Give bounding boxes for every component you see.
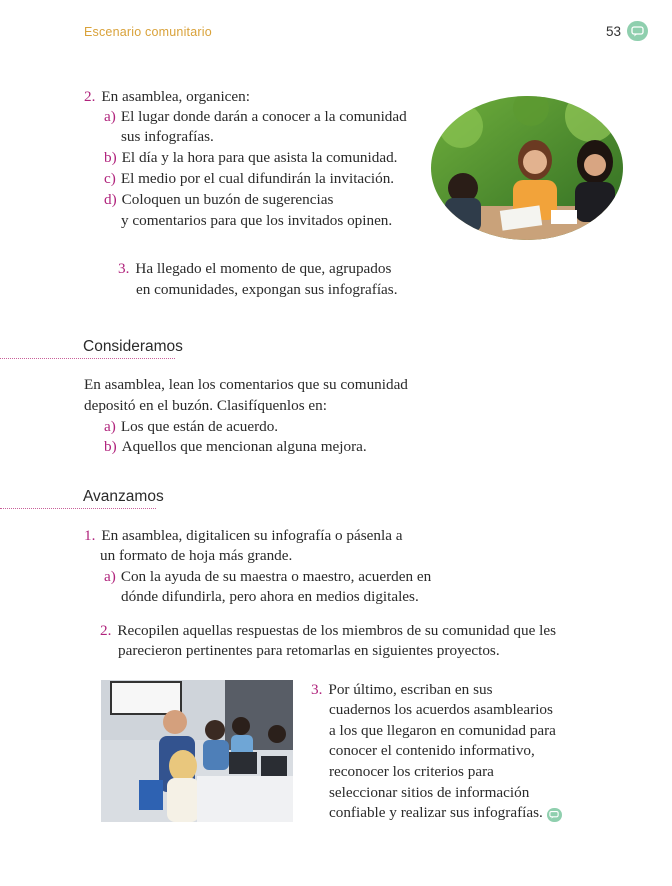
speech-bubble-icon xyxy=(547,808,562,822)
classroom-photo xyxy=(101,680,293,822)
avanzamos-item-3-line4: conocer el contenido informativo, xyxy=(329,742,535,759)
consideramos-b: b) Aquellos que mencionan alguna mejora. xyxy=(104,438,367,455)
item-2d-cont: y comentarios para que los invitados opinen. xyxy=(121,212,393,229)
avanzamos-item-3-line7: confiable y realizar sus infografías. xyxy=(329,803,562,823)
item-3-cont: en comunidades, expongan sus infografías. xyxy=(136,281,398,298)
avanzamos-item-3: 3. Por último, escriban en sus xyxy=(311,681,493,698)
avanzamos-item-1-cont: un formato de hoja más grande. xyxy=(100,547,293,564)
avanzamos-item-2: 2. Recopilen aquellas respuestas de los miembros de su comunidad que les xyxy=(100,622,557,639)
avanzamos-item-1a-cont: dónde difundirla, pero ahora en medios digitales. xyxy=(121,588,419,605)
avanzamos-item-1: 1. En asamblea, digitalicen su infografía o pásenla a xyxy=(84,527,403,544)
item-2b: b) El día y la hora para que asista la comunidad. xyxy=(104,149,398,166)
avanzamos-item-3-line6: seleccionar sitios de información xyxy=(329,784,530,801)
section-title-consideramos: Consideramos xyxy=(83,338,183,355)
avanzamos-item-2-cont: parecieron pertinentes para retomarlas en siguientes proyectos. xyxy=(118,642,500,659)
avanzamos-item-3-line5: reconocer los criterios para xyxy=(329,763,494,780)
item-2c: c) El medio por el cual difundirán la invitación. xyxy=(104,170,395,187)
avanzamos-item-1a: a) Con la ayuda de su maestra o maestro, acuerden en xyxy=(104,568,432,585)
section-divider xyxy=(0,508,156,509)
consideramos-text-2: depositó en el buzón. Clasifíquenlos en: xyxy=(84,397,327,414)
consideramos-text-1: En asamblea, lean los comentarios que su comunidad xyxy=(84,376,408,393)
avanzamos-item-3-line3: a los que llegaron en comunidad para xyxy=(329,722,556,739)
page-number: 53 xyxy=(605,23,621,39)
running-header: Escenario comunitario xyxy=(84,25,212,39)
section-divider xyxy=(0,358,175,359)
item-2a-cont: sus infografías. xyxy=(121,128,214,145)
page-number-group xyxy=(606,21,648,41)
students-photo xyxy=(431,96,623,240)
section-title-avanzamos: Avanzamos xyxy=(83,488,164,505)
avanzamos-item-3-line2: cuadernos los acuerdos asamblearios xyxy=(329,701,553,718)
speech-bubble-icon xyxy=(627,21,648,41)
item-2: 2. En asamblea, organicen: xyxy=(84,88,250,105)
consideramos-a: a) Los que están de acuerdo. xyxy=(104,418,279,435)
item-2a: a) El lugar donde darán a conocer a la comunidad xyxy=(104,108,407,125)
item-3: 3. Ha llegado el momento de que, agrupados xyxy=(118,260,392,277)
item-2d: d) Coloquen un buzón de sugerencias xyxy=(104,191,334,208)
